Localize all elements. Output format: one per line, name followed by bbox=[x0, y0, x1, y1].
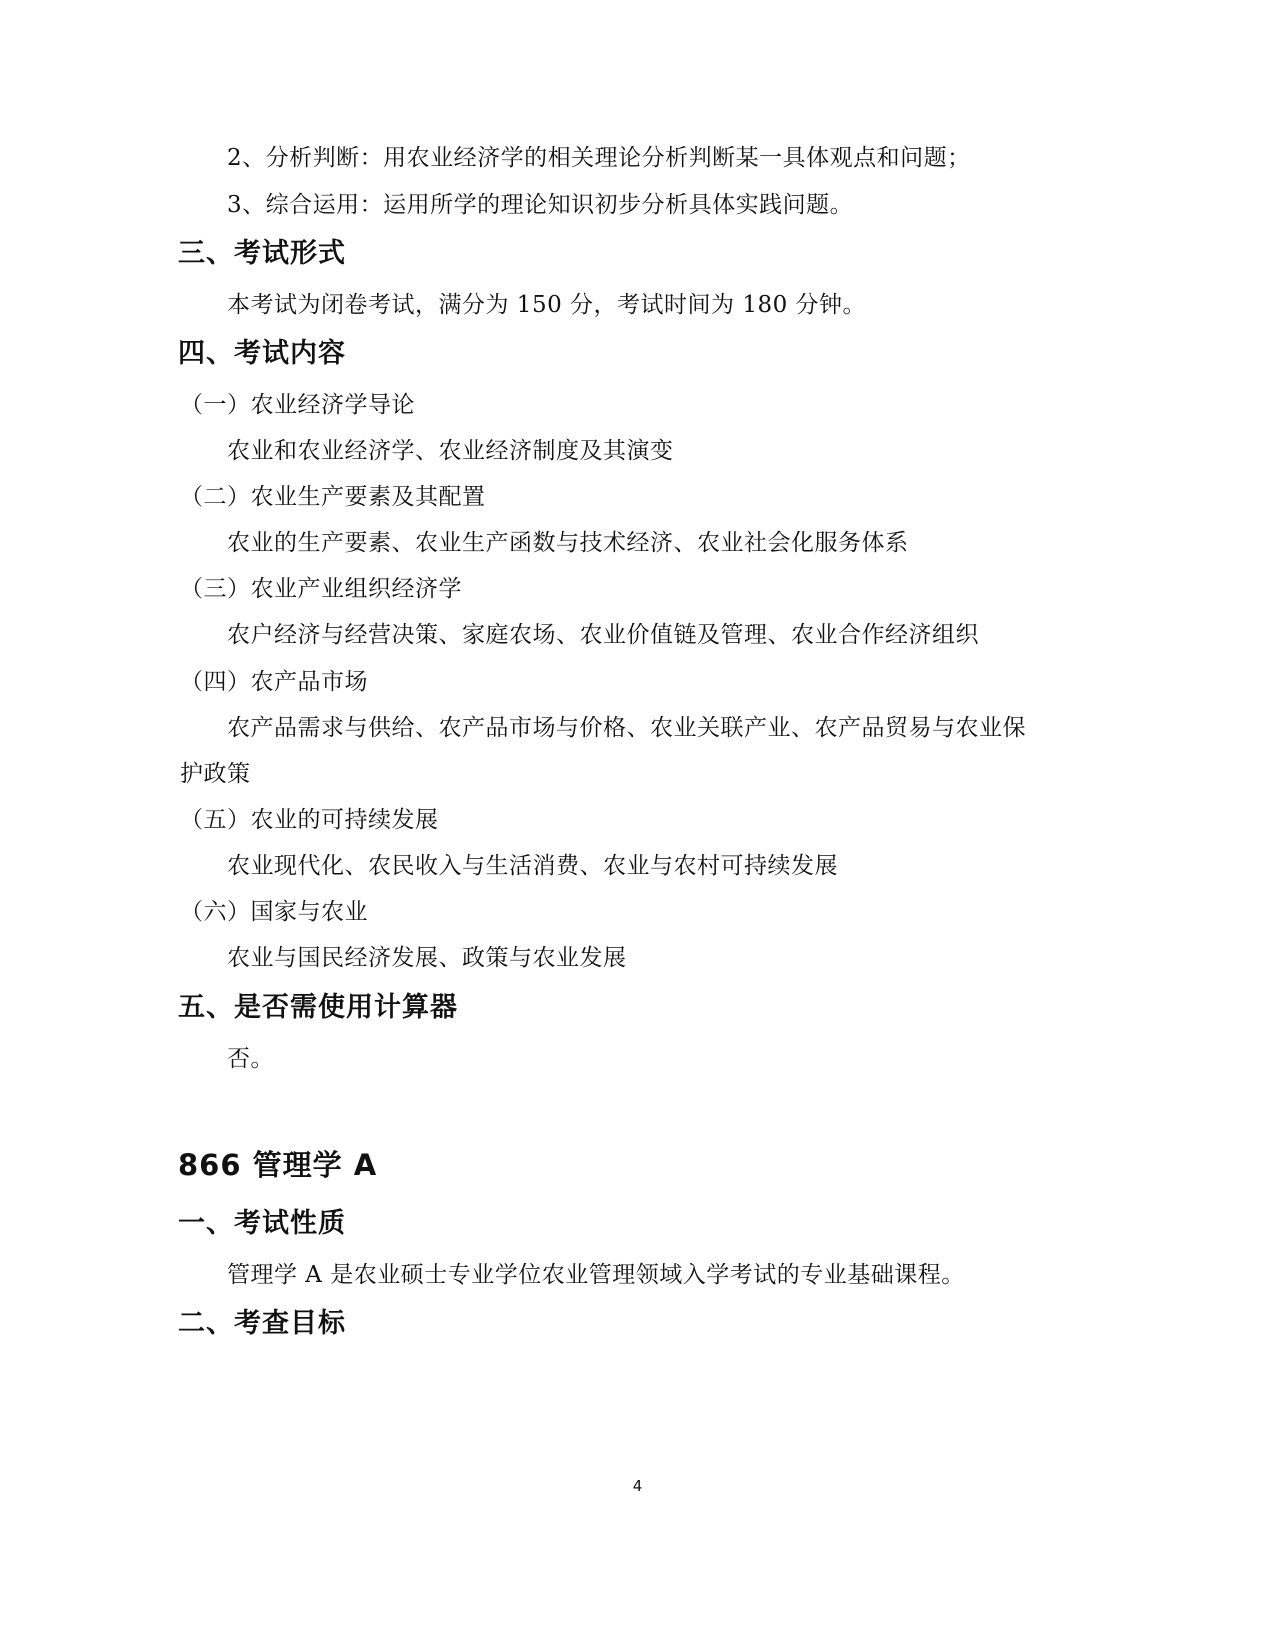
subsection-body-6: 农业与国民经济发展、政策与农业发展 bbox=[227, 945, 627, 971]
section-heading-exam-objectives: 二、考查目标 bbox=[178, 1308, 346, 1339]
subsection-title-5: （五）农业的可持续发展 bbox=[180, 807, 439, 833]
course-title: 866 管理学 A bbox=[178, 1148, 378, 1182]
subsection-title-2: （二）农业生产要素及其配置 bbox=[180, 484, 486, 510]
calculator-answer: 否。 bbox=[227, 1046, 274, 1072]
subsection-title-1: （一）农业经济学导论 bbox=[180, 392, 415, 418]
page-number: 4 bbox=[632, 1477, 643, 1495]
subsection-body-3: 农户经济与经营决策、家庭农场、农业价值链及管理、农业合作经济组织 bbox=[227, 622, 979, 648]
subsection-title-3: （三）农业产业组织经济学 bbox=[180, 576, 462, 602]
section-heading-exam-content: 四、考试内容 bbox=[178, 338, 346, 369]
subsection-body-1: 农业和农业经济学、农业经济制度及其演变 bbox=[227, 438, 674, 464]
subsection-title-4: （四）农产品市场 bbox=[180, 669, 368, 695]
subsection-body-4-line-2: 护政策 bbox=[180, 761, 251, 787]
subsection-body-4-line-1: 农产品需求与供给、农产品市场与价格、农业关联产业、农产品贸易与农业保 bbox=[227, 715, 1026, 741]
subsection-body-5: 农业现代化、农民收入与生活消费、农业与农村可持续发展 bbox=[227, 853, 838, 879]
exam-nature-text: 管理学 A 是农业硕士专业学位农业管理领域入学考试的专业基础课程。 bbox=[227, 1262, 965, 1288]
section-heading-exam-format: 三、考试形式 bbox=[178, 238, 346, 269]
exam-format-text: 本考试为闭卷考试，满分为 150 分，考试时间为 180 分钟。 bbox=[227, 292, 867, 318]
subsection-body-2: 农业的生产要素、农业生产函数与技术经济、农业社会化服务体系 bbox=[227, 530, 909, 556]
objective-item-3: 3、综合运用：运用所学的理论知识初步分析具体实践问题。 bbox=[227, 192, 854, 218]
section-heading-calculator: 五、是否需使用计算器 bbox=[178, 992, 458, 1023]
subsection-title-6: （六）国家与农业 bbox=[180, 899, 368, 925]
objective-item-2: 2、分析判断：用农业经济学的相关理论分析判断某一具体观点和问题； bbox=[227, 145, 971, 171]
section-heading-exam-nature: 一、考试性质 bbox=[178, 1208, 346, 1239]
